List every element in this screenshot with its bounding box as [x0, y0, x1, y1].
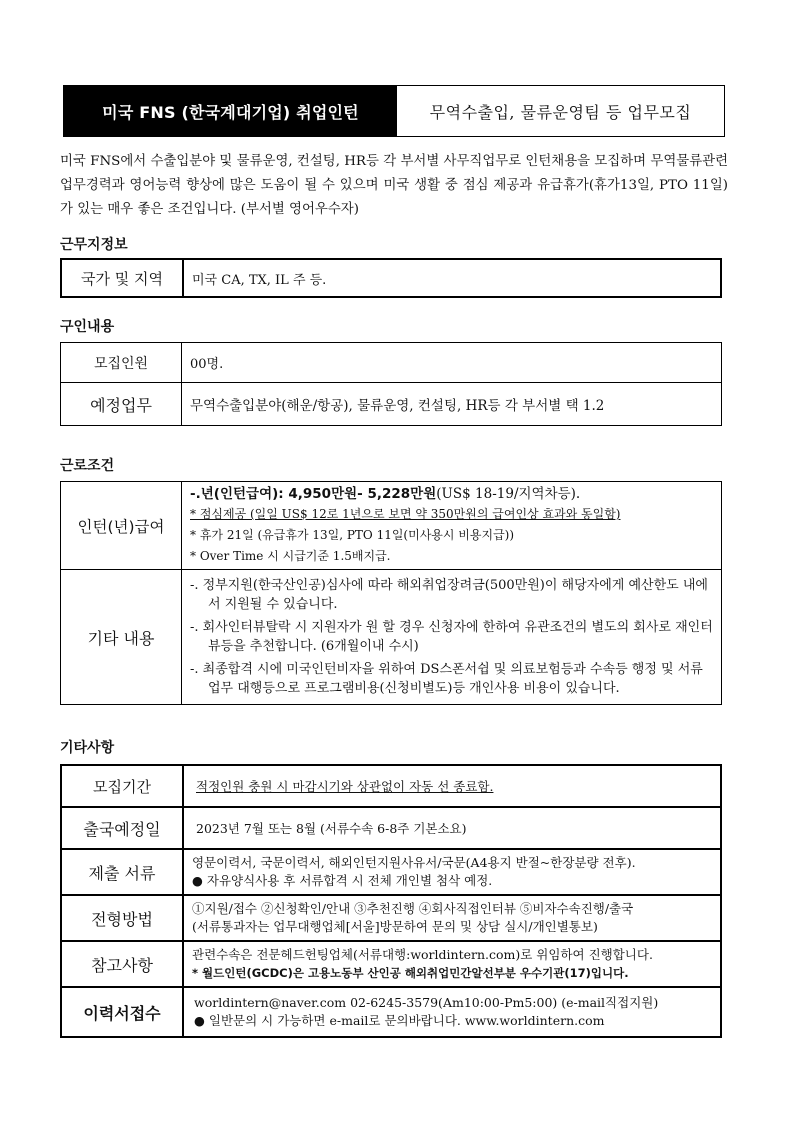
other-item-1: -. 정부지원(한국산인공)심사에 따라 해외취업장려금(500만원)이 해당자에게 예산한도 내에서 지원될 수 있습니다. [190, 578, 708, 612]
apply-line-1[interactable]: worldintern@naver.com 02-6245-3579(Am10:00-Pm5:00) (e-mail직접지원) [194, 995, 659, 1010]
salary-cell [182, 482, 722, 570]
table-row [61, 765, 721, 807]
table-row [61, 570, 722, 705]
salary-dollar: (US$ 18-19/지역차등). [436, 486, 581, 502]
misc-table [60, 764, 722, 1038]
apply-line-2[interactable]: ● 일반문의 시 가능하면 e-mail로 문의바랍니다. www.worldintern.com [194, 1013, 605, 1028]
table-row [61, 849, 721, 895]
reference-line-1: 관련수속은 전문헤드헌팅업체(서류대행:worldintern.com)로 위임하여 진행합니다. [192, 947, 653, 962]
table-row [61, 482, 722, 570]
period-label: 모집기간 [61, 765, 183, 807]
process-line-1: ①지원/접수 ②신청확인/안내 ③추천진행 ④회사직접인터뷰 ⑤비자수속진행/출국 [192, 901, 634, 916]
other-item-3: -. 최종합격 시에 미국인턴비자을 위하여 DS스폰서쉽 및 의료보험등과 수속등 행정 및 서류업무 대행등으로 프로그램비용(신청비별도)등 개인사용 비용이 있습니다. [190, 662, 703, 696]
departure-label: 출국예정일 [61, 807, 183, 849]
work-location-value: 미국 CA, TX, IL 주 등. [183, 259, 721, 297]
process-line-2: (서류통과자는 업무대행업체[서울]방문하여 문의 및 상담 실시/개인별통보) [192, 919, 598, 934]
documents-label: 제출 서류 [61, 849, 183, 895]
reference-cell [183, 941, 721, 987]
section-title-misc: 기타사항 [60, 740, 115, 756]
other-item-2: -. 회사인터뷰탈락 시 지원자가 원 할 경우 신청자에 한하여 유관조건의 별도의 회사로 재인터뷰등을 추천합니다. (6개월이내 수시) [190, 620, 713, 654]
recruit-count-label: 모집인원 [61, 343, 182, 383]
title-company: 미국 FNS (한국계대기업) 취업인턴 [64, 86, 397, 136]
table-row [61, 941, 721, 987]
process-label: 전형방법 [61, 895, 183, 941]
recruit-duty-value: 무역수출입분야(해운/항공), 물류운영, 컨설팅, HR등 각 부서별 택 1.2 [182, 383, 722, 426]
documents-line-1: 영문이력서, 국문이력서, 해외인턴지원사유서/국문(A4용지 반절~한장분량 전후). [192, 855, 636, 870]
table-row [61, 895, 721, 941]
section-title-recruit: 구인내용 [60, 319, 115, 335]
salary-line-3: * 휴가 21일 (유급휴가 13일, PTO 11일(미사용시 비용지급)) [190, 528, 515, 542]
documents-line-2: ● 자유양식사용 후 서류합격 시 전체 개인별 첨삭 예정. [192, 873, 493, 888]
salary-line-1 [190, 484, 713, 504]
section-title-conditions: 근로조건 [60, 458, 115, 474]
table-row [61, 383, 722, 426]
process-cell [183, 895, 721, 941]
work-location-label: 국가 및 지역 [61, 259, 183, 297]
section-title-work-location: 근무지정보 [60, 237, 128, 253]
reference-label: 참고사항 [61, 941, 183, 987]
salary-line-2: * 점심제공 (일일 US$ 12로 1년으로 보면 약 350만원의 급여인상 효과와 동일함) [190, 507, 621, 521]
recruit-duty-label: 예정업무 [61, 383, 182, 426]
reference-line-2: * 월드인턴(GCDC)은 고용노동부 산인공 해외취업민간알선부분 우수기관(17)입니다. [192, 966, 629, 980]
table-row [61, 343, 722, 383]
recruit-count-value: 00명. [182, 343, 722, 383]
conditions-table [60, 481, 722, 705]
salary-amount: -.년(인턴급여): 4,950만원- 5,228만원 [190, 486, 437, 502]
work-location-table [60, 258, 722, 298]
apply-label: 이력서접수 [61, 987, 183, 1037]
departure-value: 2023년 7월 또는 8월 (서류수속 6-8주 기본소요) [183, 807, 721, 849]
documents-cell [183, 849, 721, 895]
recruit-table [60, 342, 722, 426]
table-row [61, 807, 721, 849]
salary-line-4: * Over Time 시 시급기준 1.5배지급. [190, 549, 391, 563]
title-box [63, 85, 725, 137]
intro-paragraph: 미국 FNS에서 수출입분야 및 물류운영, 컨설팅, HR등 각 부서별 사무직업무로 인턴채용을 모집하며 무역물류관련 업무경력과 영어능력 향상에 많은 도움이 될 수 있으며 미국 생활 중 점심 제공과 유급휴가(휴가13일, PTO 11일)가 있는 매우 좋은 조건입니다. (부서별 영어우수자) [60, 154, 728, 217]
other-cell [182, 570, 722, 705]
apply-cell [183, 987, 721, 1037]
period-value: 적정인원 충원 시 마감시기와 상관없이 자동 선 종료함. [183, 765, 721, 807]
salary-label: 인턴(년)급여 [61, 482, 182, 570]
other-label: 기타 내용 [61, 570, 182, 705]
table-row [61, 987, 721, 1037]
title-subtitle: 무역수출입, 물류운영팀 등 업무모집 [429, 102, 692, 122]
